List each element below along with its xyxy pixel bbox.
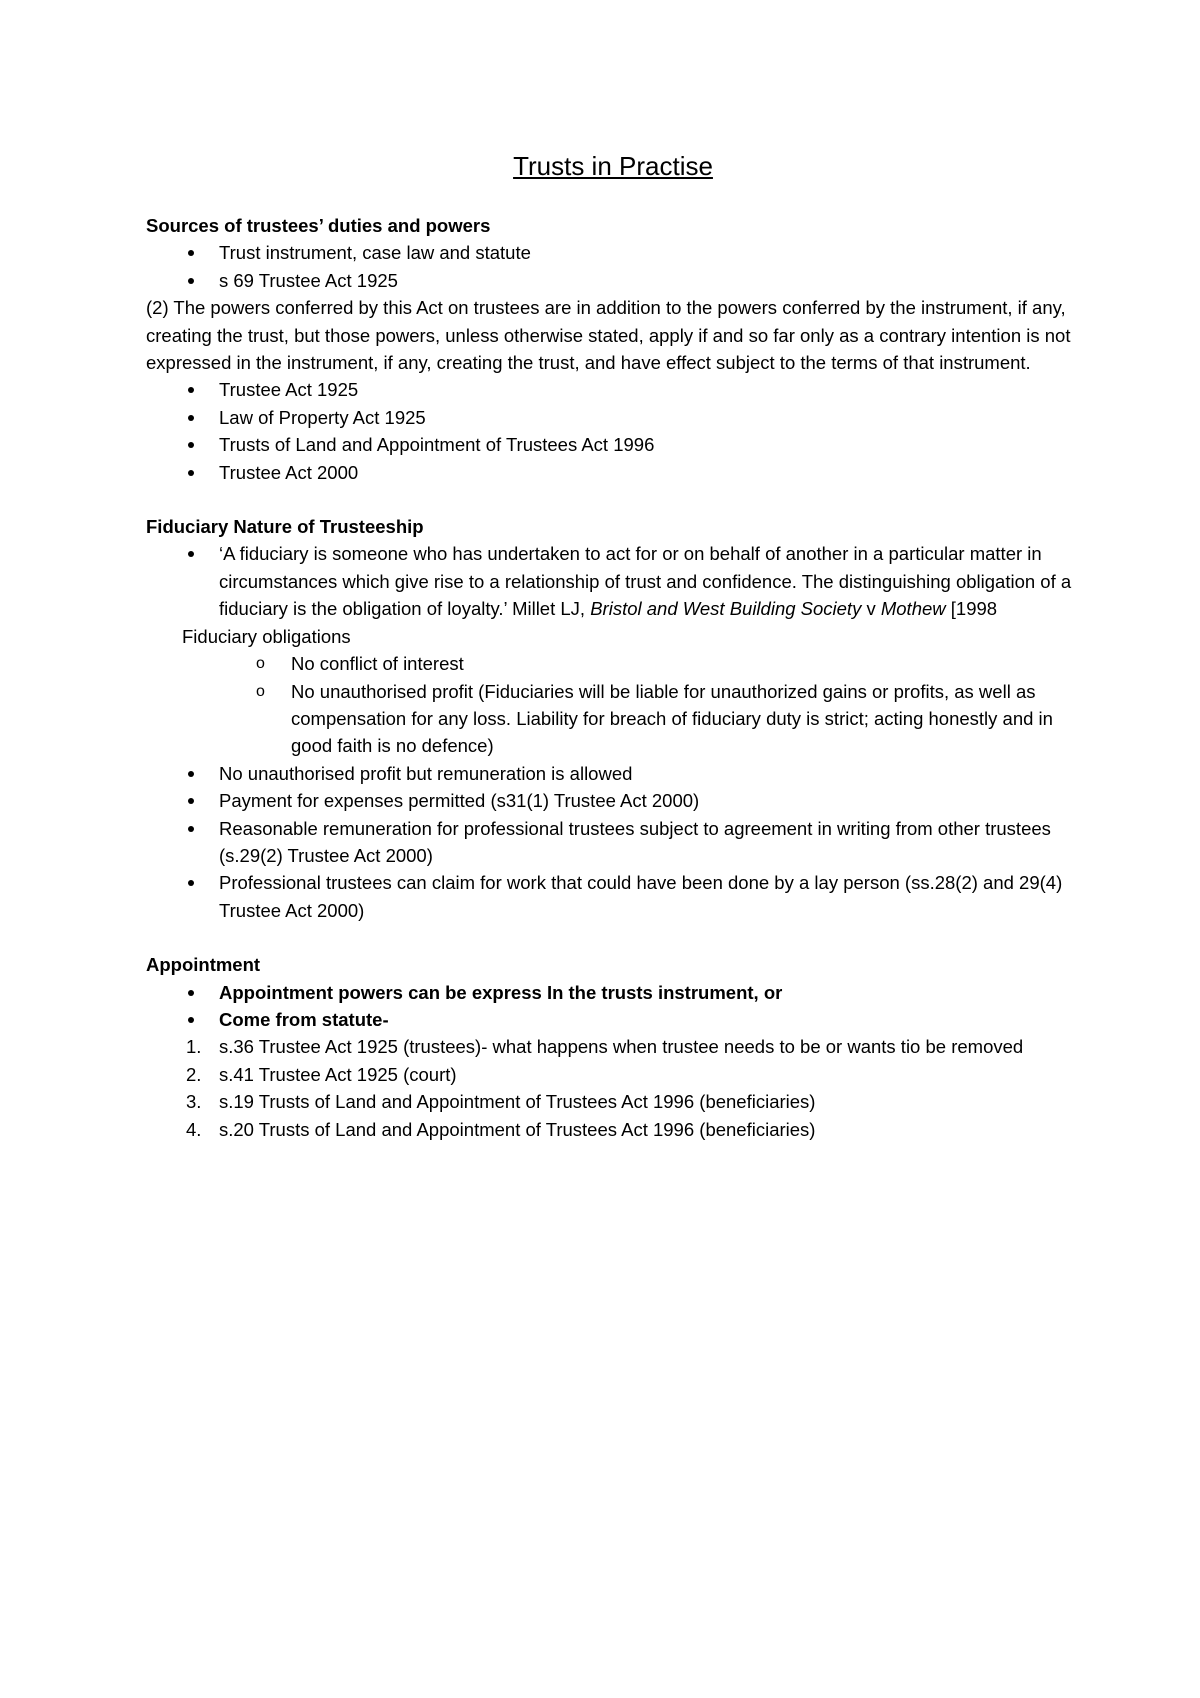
list-item: Trusts of Land and Appointment of Trustees Act 1996 [146,431,1080,458]
bullet-icon [188,470,194,476]
list-item: Trust instrument, case law and statute [146,239,1080,266]
page-title: Trusts in Practise [513,151,713,181]
bullet-list [146,376,1080,486]
bullet-icon [188,826,194,832]
bullet-icon [188,880,194,886]
bullet-icon [188,387,194,393]
bullet-list [146,760,1080,924]
list-item: s 69 Trustee Act 1925 [146,267,1080,294]
section-appointment [146,951,1080,1143]
list-item: 3. s.19 Trusts of Land and Appointment of Trustees Act 1996 (beneficiaries) [186,1091,816,1113]
bullet-icon [188,771,194,777]
section-heading: Appointment [146,954,261,976]
numbered-list [146,1033,1080,1143]
list-item: Trustee Act 2000 [146,459,1080,486]
bullet-list [146,239,1080,294]
list-item [146,540,1080,622]
list-item: Trustee Act 1925 [146,376,1080,403]
list-item: 1. s.36 Trustee Act 1925 (trustees)- what happens when trustee needs to be or wants tio be removed [186,1036,1024,1058]
circle-bullet-icon: o [256,655,265,673]
section-sources [146,212,1080,486]
list-item: Appointment powers can be express In the trusts instrument, or [146,979,1080,1006]
circle-bullet-icon: o [256,682,265,700]
bullet-icon [188,415,194,421]
bullet-icon [188,551,194,557]
section-heading: Sources of trustees’ duties and powers [146,215,491,236]
bullet-list [146,979,1080,1034]
list-item: o No conflict of interest [146,650,1080,677]
bullet-icon [188,798,194,804]
list-item: Reasonable remuneration for professional trustees subject to agreement in writing from other trustees (s.29(2) Trustee Act 2000) [146,815,1080,870]
section-heading: Fiduciary Nature of Trusteeship [146,516,424,538]
bullet-icon [188,442,194,448]
bullet-icon [188,990,194,996]
list-item: Payment for expenses permitted (s31(1) Trustee Act 2000) [146,787,1080,814]
list-item: Come from statute- [146,1006,1080,1033]
statute-quote: (2) The powers conferred by this Act on trustees are in addition to the powers conferred by the instrument, if any, creating the trust, but those powers, unless otherwise stated, apply if and so far only as a contrary intention is not expressed in the instrument, if any, creating the trust, and have effect subject to the terms of that instrument. [146,297,1071,374]
bullet-list [146,540,1080,622]
section-fiduciary [146,513,1080,924]
bullet-icon [188,1017,194,1023]
list-item: Law of Property Act 1925 [146,404,1080,431]
sub-list [146,650,1080,760]
obligations-label: Fiduciary obligations [182,625,351,647]
list-item: Professional trustees can claim for work that could have been done by a lay person (ss.28(2) and 29(4) Trustee Act 2000) [146,869,1080,924]
fiduciary-quote: ‘A fiduciary is someone who has undertaken to act for or on behalf of another in a particular matter in circumstances which give rise to a relationship of trust and confidence. The distinguishing obligation of a fiduciary is the obligation of loyalty.’ Millet LJ, Bristol and West Building Society v Mothew [1998 [219,543,1072,620]
list-item: o No unauthorised profit (Fiduciaries will be liable for unauthorized gains or profits, as well as compensation for any loss. Liability for breach of fiduciary duty is strict; acting honestly and in good faith is no defence) [146,678,1080,760]
list-item: 4. s.20 Trusts of Land and Appointment of Trustees Act 1996 (beneficiaries) [186,1118,816,1140]
list-item: No unauthorised profit but remuneration is allowed [146,760,1080,787]
list-item: 2. s.41 Trustee Act 1925 (court) [186,1063,457,1085]
bullet-icon [188,278,194,284]
bullet-icon [188,250,194,256]
